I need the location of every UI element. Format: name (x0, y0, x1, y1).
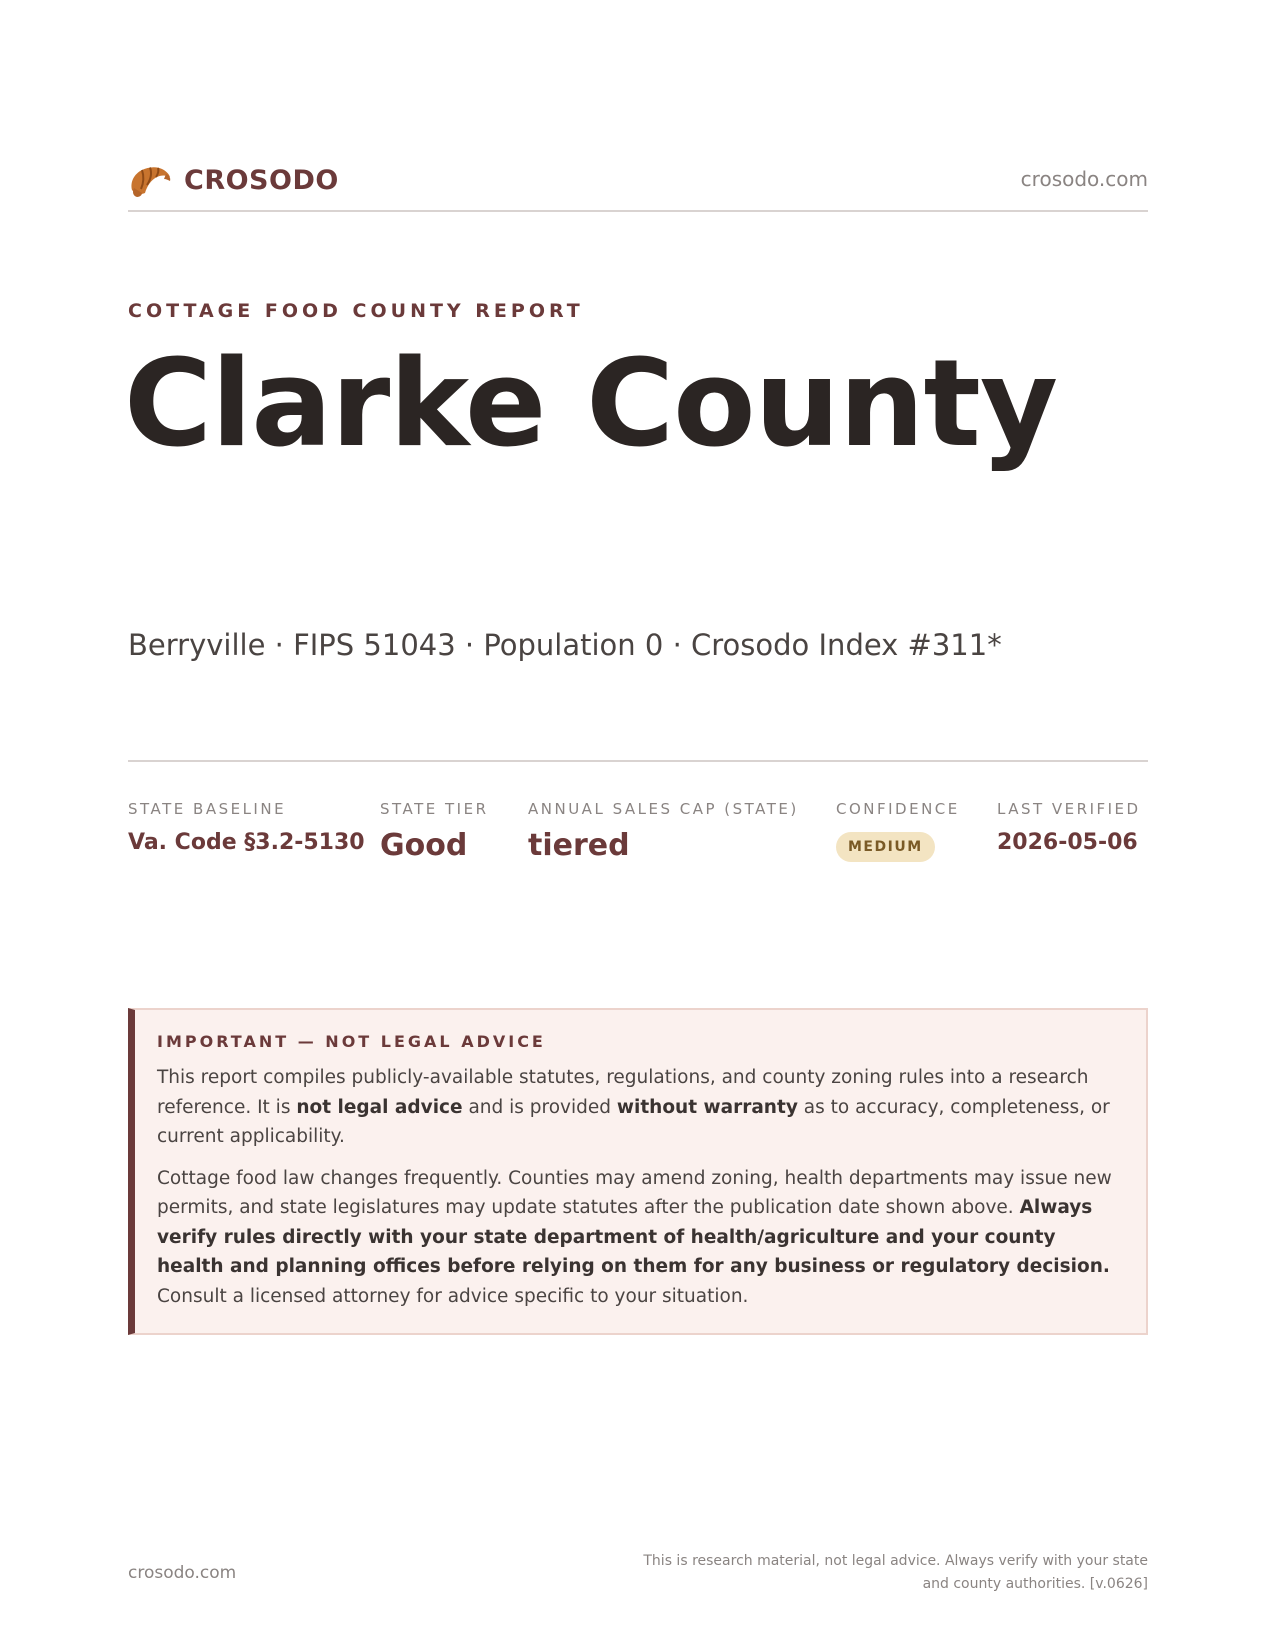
brand-name: CROSODO (184, 164, 339, 196)
stat-label: STATE BASELINE (128, 800, 287, 818)
stat-sales-cap (528, 800, 799, 863)
notice-emphasis: not legal advice (296, 1096, 463, 1118)
notice-paragraph (157, 1063, 1124, 1152)
notice-paragraph (157, 1164, 1124, 1312)
stat-value: Va. Code §3.2-5130 (128, 830, 365, 855)
croissant-icon (128, 160, 172, 200)
legal-notice (128, 1008, 1148, 1335)
stat-value: tiered (528, 828, 630, 863)
notice-text: This report compiles publicly-available statutes, regulations, and county zoning rules into a research reference. It is (157, 1067, 1089, 1118)
stat-label: LAST VERIFIED (997, 800, 1141, 818)
notice-emphasis: Always verify rules directly with your state department of health/agriculture and your county health and planning offices before relying on them for any business or regulatory decision. (157, 1197, 1110, 1277)
notice-emphasis: without warranty (616, 1096, 798, 1118)
report-page (124, 0, 1148, 1650)
stats-row (128, 760, 1148, 882)
brand[interactable] (128, 160, 339, 200)
footer-disclaimer (588, 1550, 1148, 1596)
page-title: Clarke County (124, 335, 1058, 474)
report-subtitle: Berryville · FIPS 51043 · Population 0 · Crosodo Index #311* (128, 628, 1002, 662)
notice-text: and is provided (462, 1096, 617, 1118)
site-link[interactable]: crosodo.com (1020, 167, 1148, 191)
stat-value: 2026-05-06 (997, 830, 1138, 855)
report-eyebrow: COTTAGE FOOD COUNTY REPORT (128, 300, 584, 322)
stat-label: STATE TIER (380, 800, 489, 818)
footer-disclaimer-line: and county authorities. [v.0626] (922, 1576, 1148, 1592)
stat-value: Good (380, 828, 468, 863)
stat-label: ANNUAL SALES CAP (STATE) (528, 800, 799, 818)
notice-text: as to accuracy, completeness, or current applicability. (157, 1096, 1110, 1147)
stat-label: CONFIDENCE (836, 800, 960, 818)
confidence-badge: MEDIUM (836, 832, 935, 862)
stat-state-tier (380, 800, 489, 863)
footer-link[interactable]: crosodo.com (128, 1563, 237, 1583)
stat-state-baseline (128, 800, 365, 855)
stat-last-verified (997, 800, 1141, 855)
notice-text: Cottage food law changes frequently. Counties may amend zoning, health departments may issue new permits, and state legislatures may update statutes after the publication date shown above. (157, 1167, 1112, 1218)
footer-disclaimer-line: This is research material, not legal advice. Always verify with your state (643, 1553, 1148, 1569)
notice-text: Consult a licensed attorney for advice specific to your situation. (157, 1285, 749, 1307)
stat-confidence (836, 800, 960, 862)
notice-heading: IMPORTANT — NOT LEGAL ADVICE (157, 1032, 546, 1051)
page-header (128, 158, 1148, 212)
